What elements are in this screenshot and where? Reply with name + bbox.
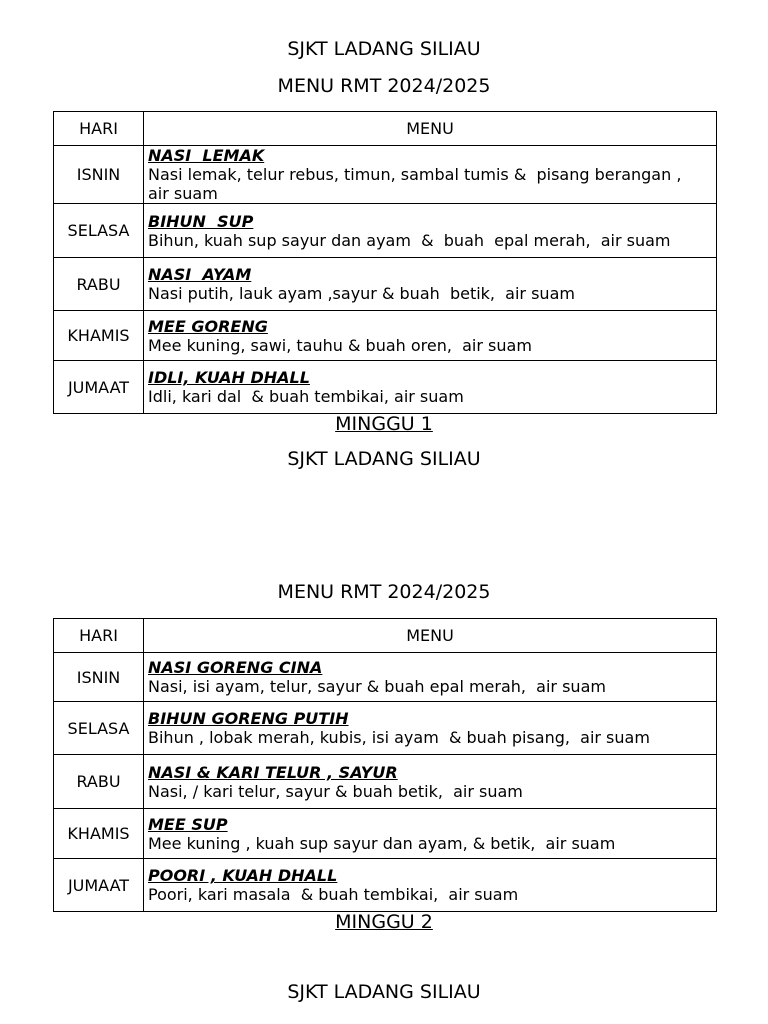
dish-title: NASI LEMAK: [148, 146, 265, 165]
menu-title: MENU RMT 2024/2025: [277, 581, 491, 603]
dish-description: Nasi, / kari telur, sayur & buah betik, air suam: [148, 781, 523, 801]
meal-cell: [144, 258, 717, 311]
dish-description: Bihun , lobak merah, kubis, isi ayam & buah pisang, air suam: [148, 728, 650, 747]
day-cell: SELASA: [54, 702, 144, 755]
table-row: [54, 311, 717, 361]
dish-description: Nasi, isi ayam, telur, sayur & buah epal merah, air suam: [148, 677, 606, 696]
dish-description: Poori, kari masala & buah tembikai, air suam: [148, 885, 519, 904]
dish-description: Mee kuning, sawi, tauhu & buah oren, air suam: [148, 335, 532, 355]
table-row: [54, 204, 717, 258]
day-cell: JUMAAT: [54, 859, 144, 912]
header-menu: MENU: [144, 619, 717, 653]
meal-cell: [144, 311, 717, 361]
menu-table-week-2: [53, 618, 717, 912]
dish-title: NASI AYAM: [148, 265, 252, 284]
table-row: [54, 146, 717, 204]
meal-cell: [144, 809, 717, 859]
table-row: [54, 859, 717, 912]
table-header-row: [54, 112, 717, 146]
dish-description: Nasi putih, lauk ayam ,sayur & buah betik, air suam: [148, 284, 575, 303]
table-row: [54, 809, 717, 859]
dish-title: BIHUN GORENG PUTIH: [148, 709, 349, 728]
header-menu: MENU: [144, 112, 717, 146]
day-cell: RABU: [54, 258, 144, 311]
meal-cell: [144, 361, 717, 414]
day-cell: KHAMIS: [54, 809, 144, 859]
table-row: [54, 361, 717, 414]
meal-cell: [144, 146, 717, 204]
menu-table-week-1: [53, 111, 717, 414]
dish-description: Nasi lemak, telur rebus, timun, sambal tumis & pisang berangan , air suam: [148, 165, 687, 203]
menu-title: MENU RMT 2024/2025: [277, 75, 491, 97]
header-day: HARI: [54, 112, 144, 146]
school-name: SJKT LADANG SILIAU: [287, 38, 481, 60]
dish-title: NASI GORENG CINA: [148, 658, 323, 677]
meal-cell: [144, 755, 717, 809]
table-header-row: [54, 619, 717, 653]
dish-title: BIHUN SUP: [148, 211, 254, 231]
dish-title: IDLI, KUAH DHALL: [148, 368, 310, 387]
dish-title: MEE SUP: [148, 814, 228, 834]
dish-title: POORI , KUAH DHALL: [148, 866, 338, 885]
week-label: MINGGU 2: [335, 911, 433, 933]
day-cell: ISNIN: [54, 146, 144, 204]
meal-cell: [144, 653, 717, 702]
dish-title: MEE GORENG: [148, 316, 268, 336]
day-cell: KHAMIS: [54, 311, 144, 361]
meal-cell: [144, 204, 717, 258]
table-row: [54, 702, 717, 755]
day-cell: ISNIN: [54, 653, 144, 702]
table-row: [54, 258, 717, 311]
dish-description: Idli, kari dal & buah tembikai, air suam: [148, 387, 464, 406]
dish-description: Bihun, kuah sup sayur dan ayam & buah epal merah, air suam: [148, 230, 671, 250]
meal-cell: [144, 702, 717, 755]
meal-cell: [144, 859, 717, 912]
school-name: SJKT LADANG SILIAU: [287, 981, 481, 1003]
dish-description: Mee kuning , kuah sup sayur dan ayam, & betik, air suam: [148, 833, 616, 853]
day-cell: JUMAAT: [54, 361, 144, 414]
day-cell: SELASA: [54, 204, 144, 258]
school-name: SJKT LADANG SILIAU: [287, 448, 481, 470]
table-row: [54, 755, 717, 809]
dish-title: NASI & KARI TELUR , SAYUR: [148, 762, 398, 782]
day-cell: RABU: [54, 755, 144, 809]
table-row: [54, 653, 717, 702]
week-label: MINGGU 1: [335, 413, 433, 435]
header-day: HARI: [54, 619, 144, 653]
